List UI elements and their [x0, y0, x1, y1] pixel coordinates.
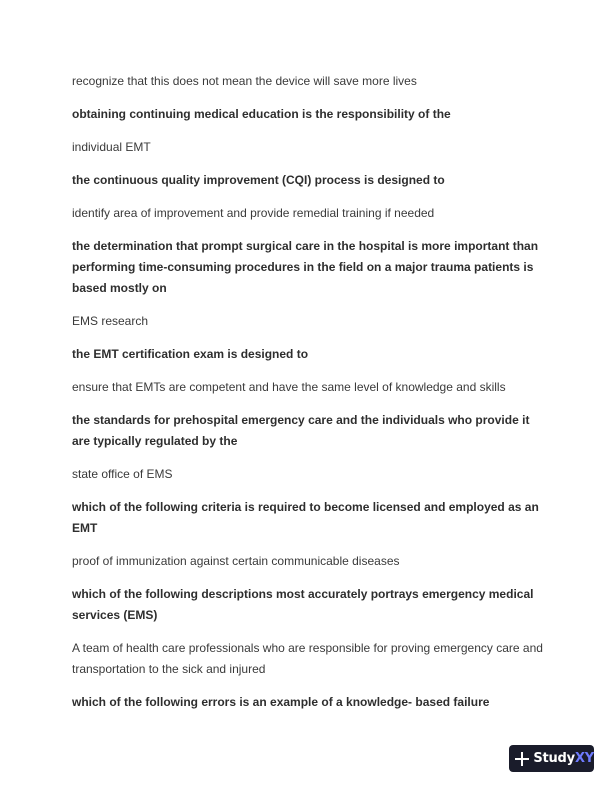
question-text: the determination that prompt surgical care in the hospital is more important than performing time-consuming procedures in the field on a major trauma patients is based mostly on [72, 239, 539, 295]
logo-text-main: Study [533, 751, 575, 766]
question-text: the continuous quality improvement (CQI) process is designed to [72, 173, 445, 187]
question-text: which of the following descriptions most accurately portrays emergency medical services (EMS) [72, 587, 534, 622]
qa-content [72, 71, 546, 725]
question-text: obtaining continuing medical education is the responsibility of the [72, 107, 451, 121]
answer-text: identify area of improvement and provide remedial training if needed [72, 206, 435, 220]
plus-icon [515, 752, 527, 766]
question-text: which of the following errors is an example of a knowledge- based failure [72, 695, 490, 709]
question-text: the standards for prehospital emergency care and the individuals who provide it are typically regulated by the [72, 413, 530, 448]
answer-text: ensure that EMTs are competent and have the same level of knowledge and skills [72, 380, 506, 394]
answer-text: EMS research [72, 314, 149, 328]
question-text: which of the following criteria is required to become licensed and employed as an EMT [72, 500, 539, 535]
studyxy-logo [509, 745, 594, 772]
answer-text: individual EMT [72, 140, 151, 154]
logo-text [533, 751, 594, 766]
answer-text: recognize that this does not mean the device will save more lives [72, 74, 417, 88]
answer-text: A team of health care professionals who are responsible for proving emergency care and transportation to the sick and injured [72, 641, 543, 676]
question-text: the EMT certification exam is designed to [72, 347, 309, 361]
logo-text-accent: XY [574, 751, 594, 766]
answer-text: state office of EMS [72, 467, 173, 481]
answer-text: proof of immunization against certain communicable diseases [72, 554, 400, 568]
